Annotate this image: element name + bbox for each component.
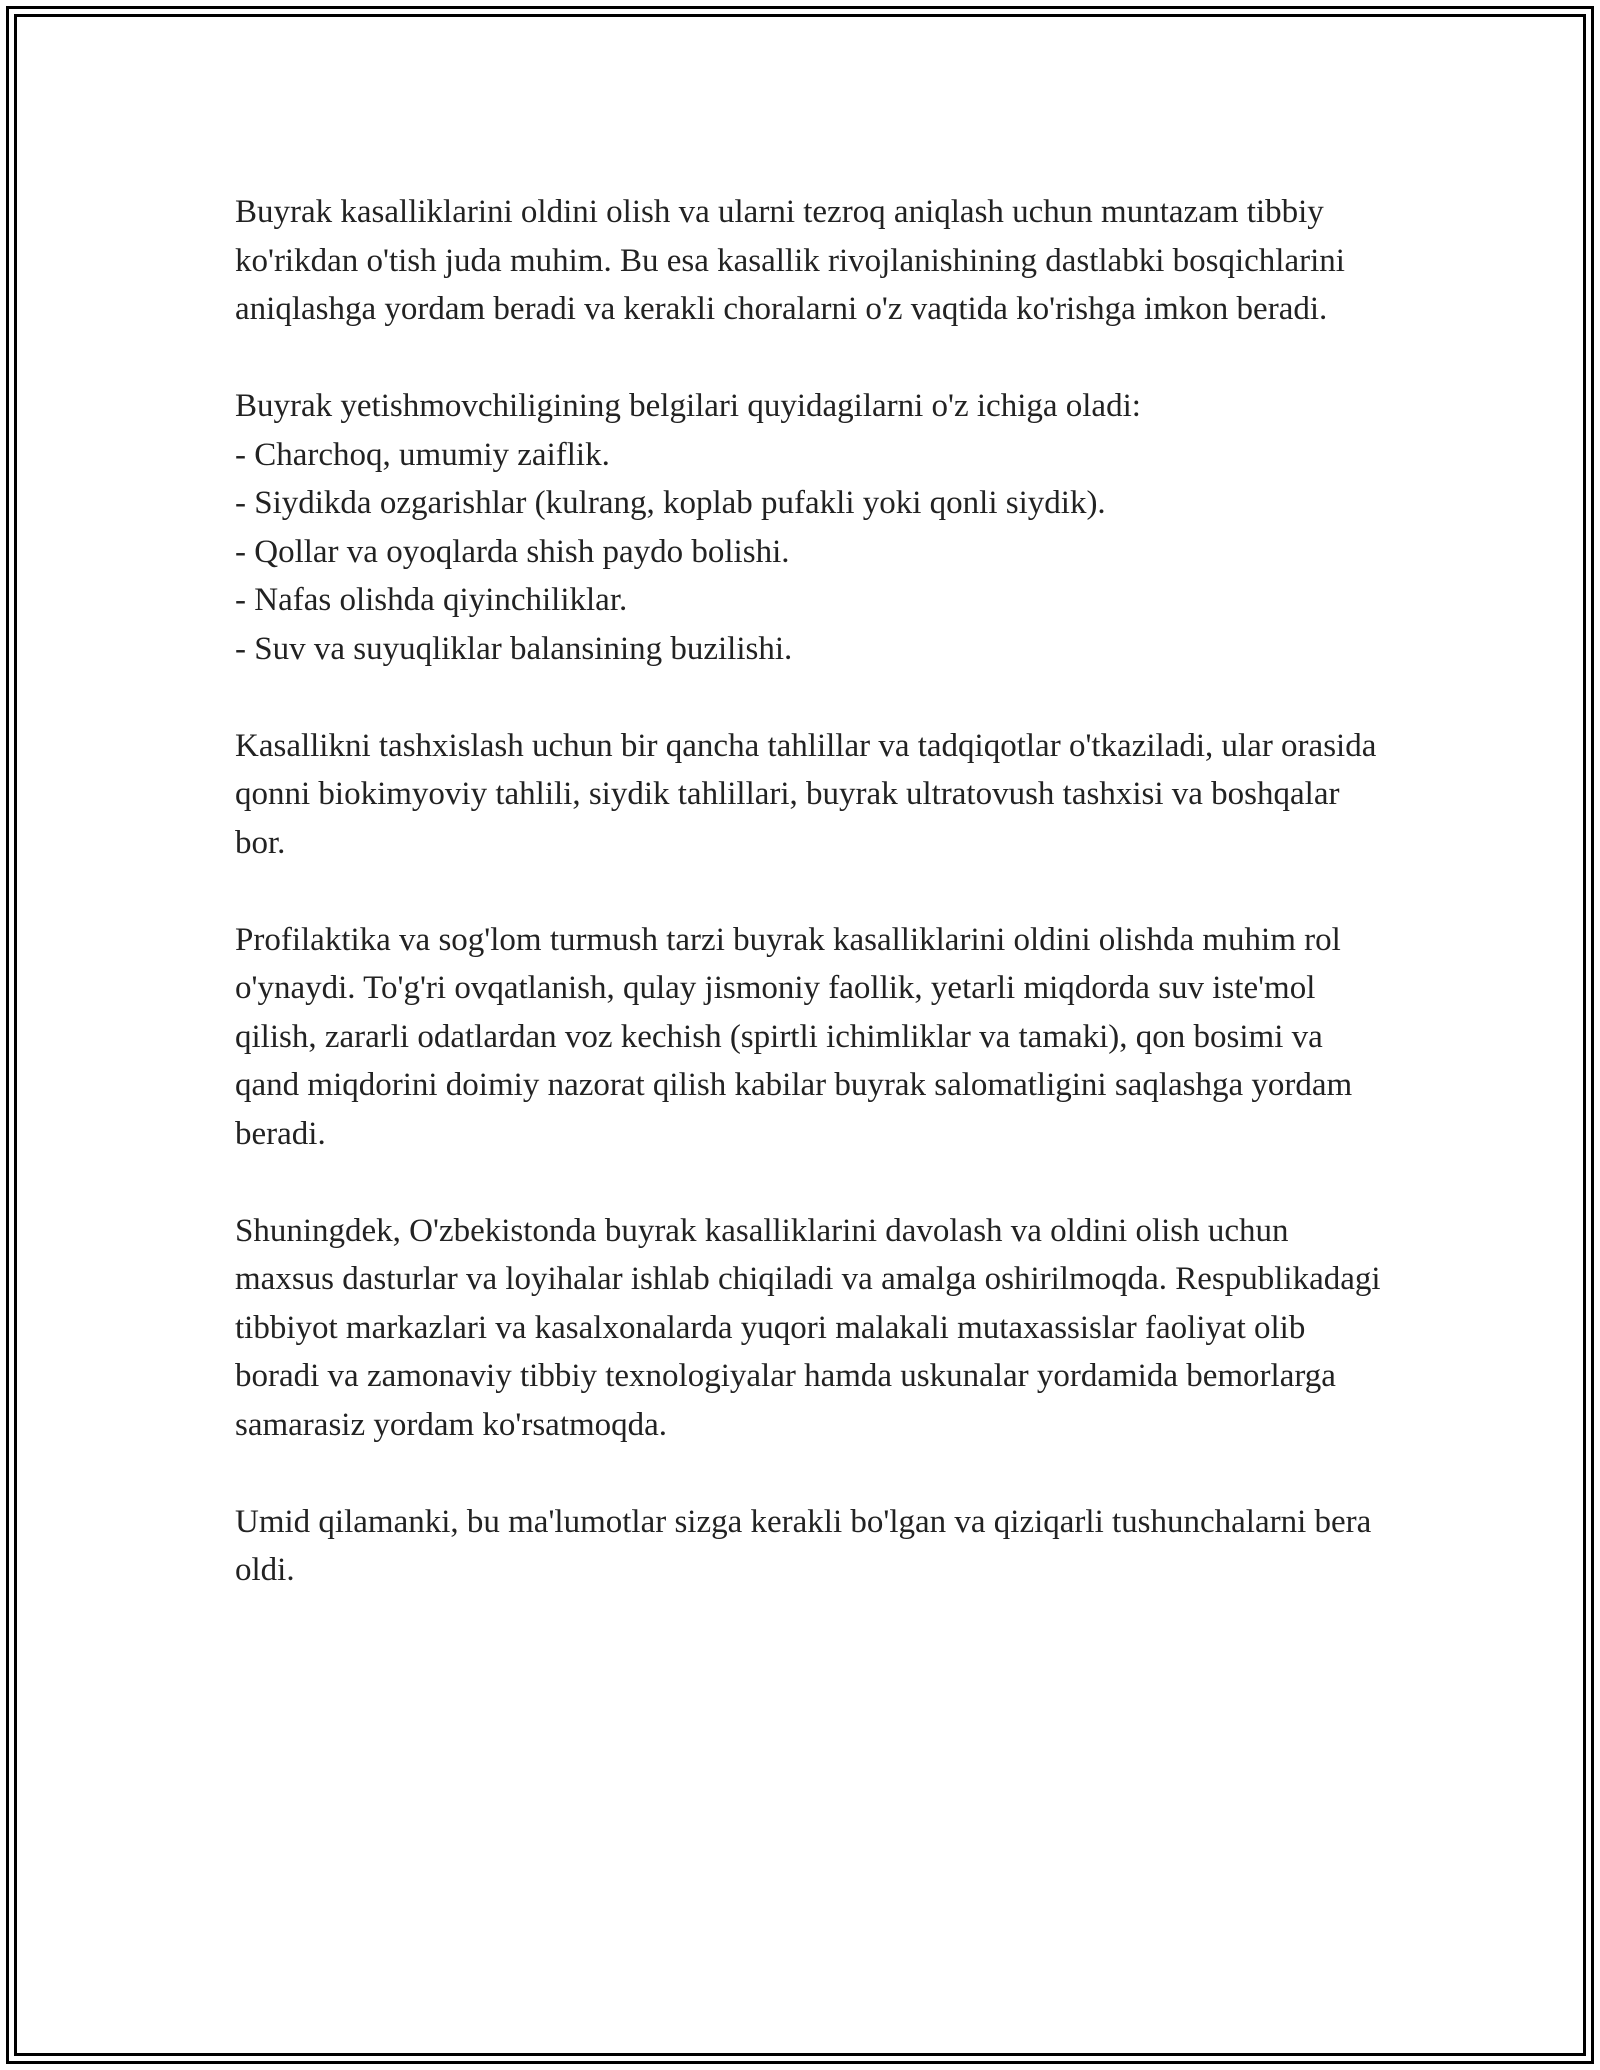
paragraph-prevention: Profilaktika va sog'lom turmush tarzi buyrak kasalliklarini oldini olishda muhim rol o'ynaydi. To'g'ri ovqatlanish, qulay jismoniy faollik, yetarli miqdorda suv iste'mol qilish, zararli odatlardan voz kechish (spirtli ichimliklar va tamaki), qon bosimi va qand miqdorini doimiy nazorat qilish kabilar buyrak salomatligini saqlashga yordam beradi. xyxy=(235,921,1353,1152)
symptoms-section xyxy=(235,382,1385,673)
paragraph-diagnosis: Kasallikni tashxislash uchun bir qancha tahlillar va tadqiqotlar o'tkaziladi, ular orasida qonni biokimyoviy tahlili, siydik tahlillari, buyrak ultratovush tashxisi va boshqalar bor. xyxy=(235,727,1377,861)
paragraph-checkup: Buyrak kasalliklarini oldini olish va ularni tezroq aniqlash uchun muntazam tibbiy ko'rikdan o'tish juda muhim. Bu esa kasallik rivojlanishining dastlabki bosqichlarini aniqlashga yordam beradi va kerakli choralarni o'z vaqtida ko'rishga imkon beradi. xyxy=(235,194,1345,327)
symptom-item: - Siydikda ozgarishlar (kulrang, koplab pufakli yoki qonli siydik). xyxy=(235,485,1106,521)
symptom-item: - Charchoq, umumiy zaiflik. xyxy=(235,436,610,473)
paragraph-programs: Shuningdek, O'zbekistonda buyrak kasalliklarini davolash va oldini olish uchun maxsus dasturlar va loyihalar ishlab chiqiladi va amalga oshirilmoqda. Respublikadagi tibbiyot markazlari va kasalxonalarda yuqori malakali mutaxassislar faoliyat olib boradi va zamonaviy tibbiy texnologiyalar hamda uskunalar yordamida bemorlarga samarasiz yordam ko'rsatmoqda. xyxy=(235,1212,1381,1443)
symptom-item: - Nafas olishda qiyinchiliklar. xyxy=(235,582,628,618)
symptom-item: - Suv va suyuqliklar balansining buzilishi. xyxy=(235,630,793,667)
symptom-item: - Qollar va oyoqlarda shish paydo bolishi. xyxy=(235,533,790,570)
paragraph-closing: Umid qilamanki, bu ma'lumotlar sizga kerakli bo'lgan va qiziqarli tushunchalarni bera oldi. xyxy=(235,1503,1372,1588)
document-body xyxy=(235,188,1385,1643)
symptoms-intro: Buyrak yetishmovchiligining belgilari quyidagilarni o'z ichiga oladi: xyxy=(235,388,1141,424)
